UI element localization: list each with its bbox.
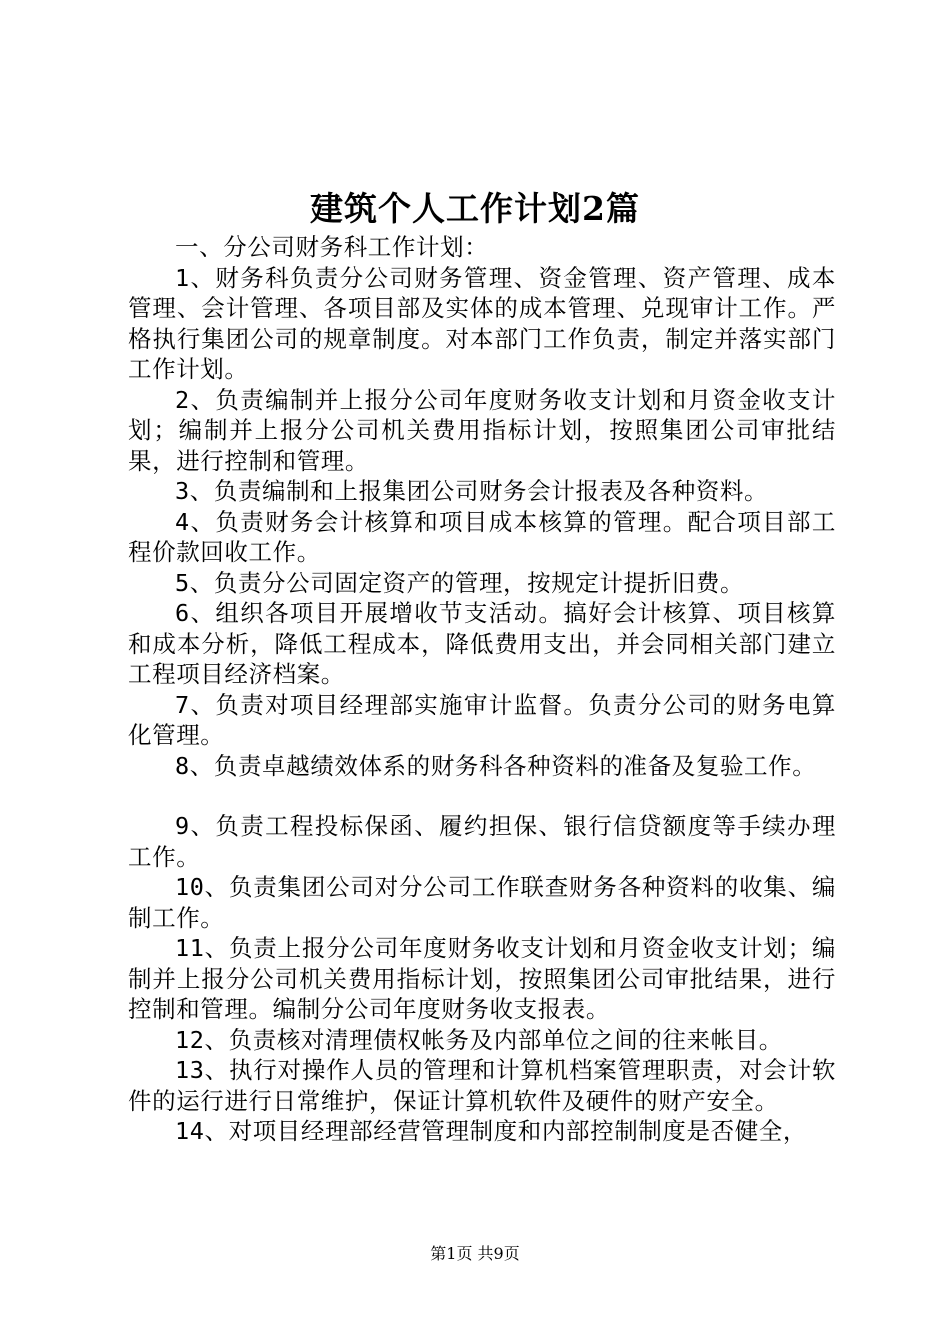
paragraph-item-1: 1、财务科负责分公司财务管理、资金管理、资产管理、成本管理、会计管理、各项目部及实体的成本管理、兑现审计工作。严格执行集团公司的规章制度。对本部门工作负责，制定并落实部门工作计划。	[128, 263, 836, 383]
paragraph-item-5: 5、负责分公司固定资产的管理，按规定计提折旧费。	[175, 568, 745, 597]
paragraph-section-heading: 一、分公司财务科工作计划：	[175, 233, 489, 261]
paragraph-item-11: 11、负责上报分公司年度财务收支计划和月资金收支计划；编制并上报分公司机关费用指标计划，按照集团公司审批结果，进行控制和管理。编制分公司年度财务收支报表。	[128, 934, 836, 1023]
document-title: 建筑个人工作计划2篇	[310, 189, 640, 228]
document-body	[128, 232, 836, 1147]
paragraph-item-8: 8、负责卓越绩效体系的财务科各种资料的准备及复验工作。	[175, 751, 817, 780]
paragraph-item-13: 13、执行对操作人员的管理和计算机档案管理职责，对会计软件的运行进行日常维护，保证计算机软件及硬件的财产安全。	[128, 1056, 836, 1115]
page-number-footer: 第1页 共9页	[430, 1244, 520, 1263]
paragraph-item-4: 4、负责财务会计核算和项目成本核算的管理。配合项目部工程价款回收工作。	[128, 507, 836, 566]
paragraph-item-12: 12、负责核对清理债权帐务及内部单位之间的往来帐目。	[175, 1025, 783, 1054]
paragraph-item-2: 2、负责编制并上报分公司年度财务收支计划和月资金收支计划；编制并上报分公司机关费用指标计划，按照集团公司审批结果，进行控制和管理。	[128, 385, 836, 475]
paragraph-item-7: 7、负责对项目经理部实施审计监督。负责分公司的财务电算化管理。	[128, 690, 836, 749]
paragraph-item-9: 9、负责工程投标保函、履约担保、银行信贷额度等手续办理工作。	[128, 812, 836, 871]
paragraph-item-14: 14、对项目经理部经营管理制度和内部控制制度是否健全，	[175, 1117, 807, 1145]
paragraph-item-3: 3、负责编制和上报集团公司财务会计报表及各种资料。	[175, 477, 769, 505]
paragraph-item-6: 6、组织各项目开展增收节支活动。搞好会计核算、项目核算和成本分析，降低工程成本，降低费用支出，并会同相关部门建立工程项目经济档案。	[128, 599, 836, 688]
paragraph-item-10: 10、负责集团公司对分公司工作联查财务各种资料的收集、编制工作。	[128, 873, 836, 932]
